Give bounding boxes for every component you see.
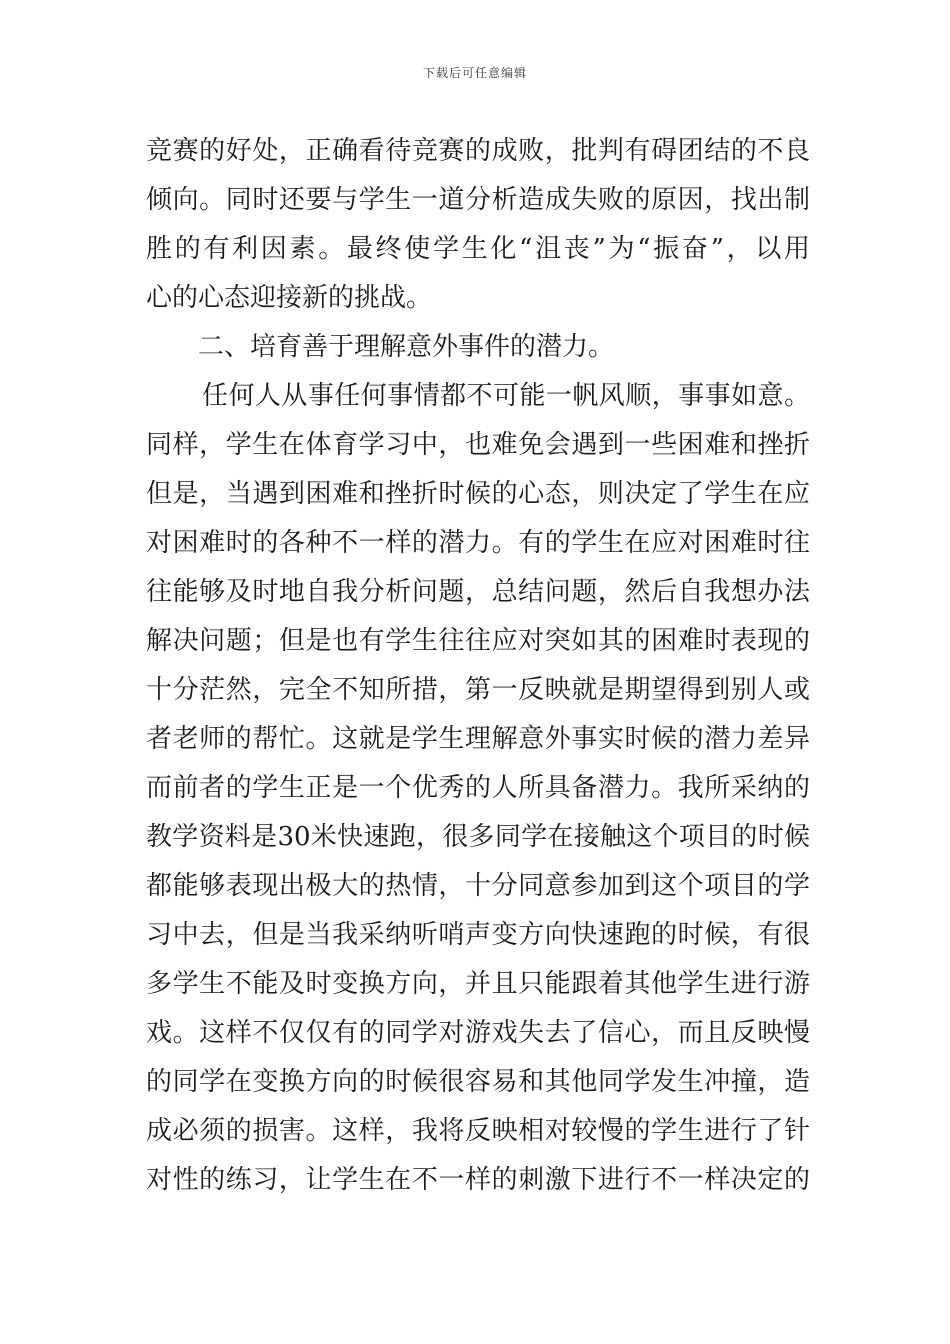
- text-line: 多学生不能及时变换方向，并且只能跟着其他学生进行游: [146, 969, 810, 999]
- paragraph-first-line: 任何人从事任何事情都不可能一帆风顺，事事如意。: [202, 381, 810, 411]
- text-line: 者老师的帮忙。这就是学生理解意外事实时候的潜力差异: [146, 724, 810, 754]
- text-line: 十分茫然，完全不知所措，第一反映就是期望得到别人或: [146, 675, 810, 705]
- document-body: [146, 127, 810, 1205]
- text-line: 而前者的学生正是一个优秀的人所具备潜力。我所采纳的: [146, 773, 810, 803]
- text-line: 胜的有利因素。最终使学生化“沮丧”为“振奋”，以用: [146, 234, 810, 264]
- text-line: 习中去，但是当我采纳听哨声变方向快速跑的时候，有很: [146, 920, 810, 950]
- page-header: 下载后可任意编辑: [422, 66, 527, 80]
- text-line: 心的心态迎接新的挑战。: [146, 283, 433, 313]
- text-line: 但是，当遇到困难和挫折时候的心态，则决定了学生在应: [146, 479, 810, 509]
- text-line: 戏。这样不仅仅有的同学对游戏失去了信心，而且反映慢: [146, 1018, 810, 1048]
- text-line: 竞赛的好处，正确看待竞赛的成败，批判有碍团结的不良: [146, 136, 810, 166]
- section-heading: 二、培育善于理解意外事件的潜力。: [198, 332, 615, 362]
- text-line: 解决问题；但是也有学生往往应对突如其的困难时表现的: [146, 626, 810, 656]
- text-line: 同样，学生在体育学习中，也难免会遇到一些困难和挫折: [146, 430, 810, 460]
- text-line: 倾向。同时还要与学生一道分析造成失败的原因，找出制: [146, 185, 810, 215]
- text-line: 对困难时的各种不一样的潜力。有的学生在应对困难时往: [146, 528, 810, 558]
- text-line: 都能够表现出极大的热情，十分同意参加到这个项目的学: [146, 871, 810, 901]
- text-line: 教学资料是30米快速跑，很多同学在接触这个项目的时候: [146, 822, 810, 852]
- text-line: 往能够及时地自我分析问题，总结问题，然后自我想办法: [146, 577, 810, 607]
- text-line: 的同学在变换方向的时候很容易和其他同学发生冲撞，造: [146, 1067, 810, 1097]
- text-line: 对性的练习，让学生在不一样的刺激下进行不一样决定的: [146, 1165, 810, 1195]
- text-line: 成必须的损害。这样，我将反映相对较慢的学生进行了针: [146, 1116, 810, 1146]
